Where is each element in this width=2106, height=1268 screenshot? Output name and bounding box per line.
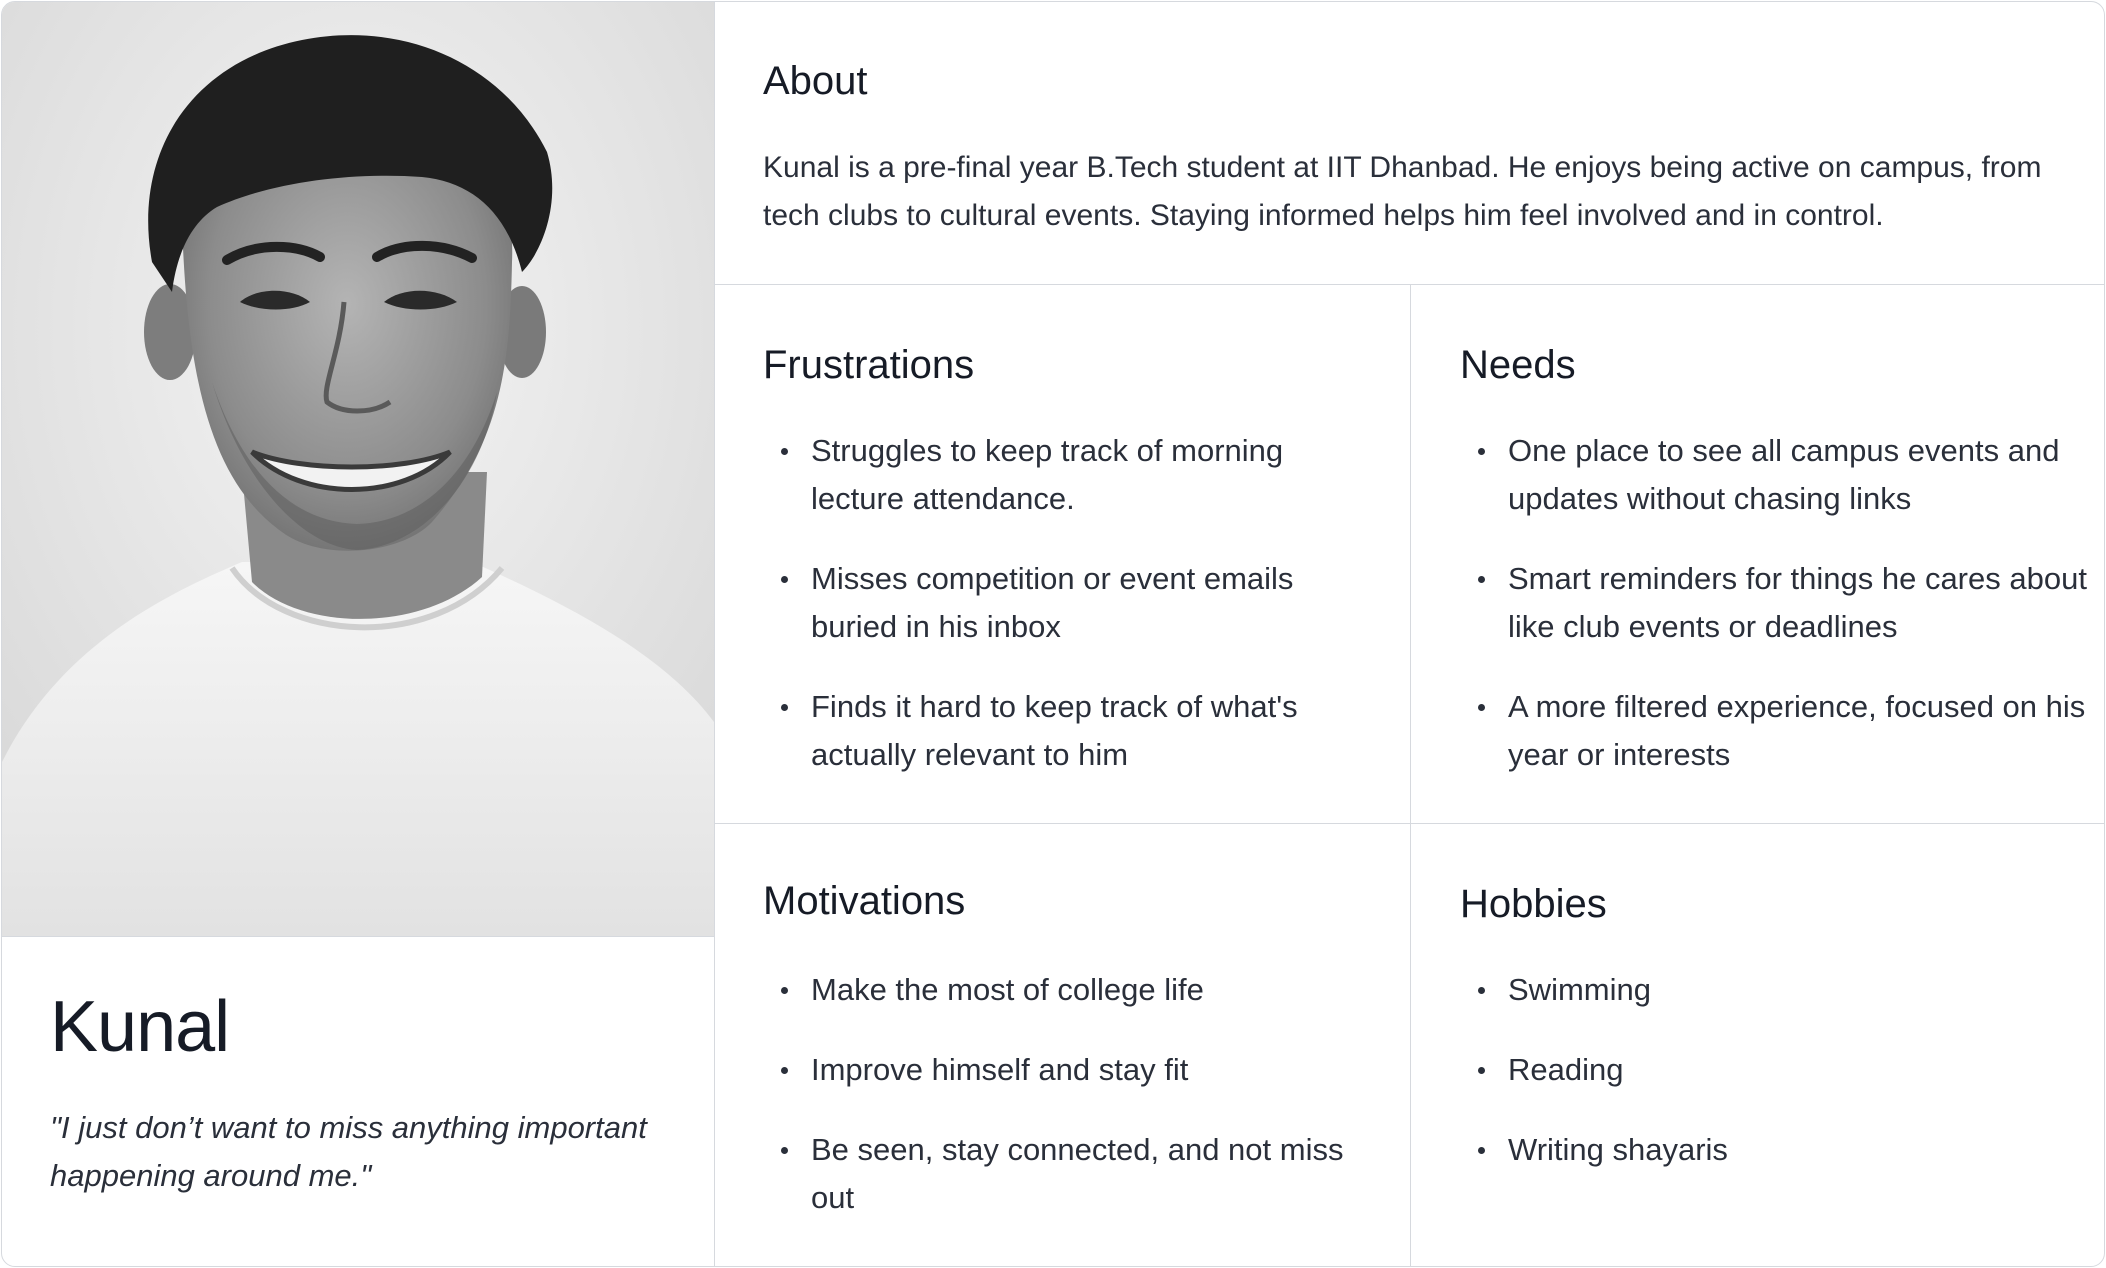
- persona-name: Kunal: [50, 987, 230, 1067]
- needs-heading: Needs: [1460, 343, 1576, 387]
- list-item: Struggles to keep track of morning lecture attendance.: [763, 427, 1383, 523]
- list-item: Reading: [1460, 1046, 2080, 1094]
- frustrations-section: [714, 285, 1411, 824]
- motivations-section: [714, 824, 1411, 1266]
- list-item: Improve himself and stay fit: [763, 1046, 1383, 1094]
- about-text: Kunal is a pre-final year B.Tech student at IIT Dhanbad. He enjoys being active on campus, from tech clubs to cultural events. Staying informed helps him feel involved and in control.: [763, 151, 2042, 232]
- about-heading: About: [763, 59, 868, 103]
- needs-section: [1411, 285, 2104, 824]
- persona-quote: "I just don’t want to miss anything important happening around me.": [50, 1110, 647, 1193]
- hobbies-section: [1411, 824, 2104, 1266]
- needs-list: [1460, 427, 2100, 811]
- persona-photo: [2, 2, 714, 937]
- list-item: A more filtered experience, focused on his year or interests: [1460, 683, 2100, 779]
- portrait-image: [2, 2, 714, 936]
- motivations-heading: Motivations: [763, 879, 966, 923]
- persona-card: [1, 1, 2105, 1267]
- motivations-list: [763, 966, 1383, 1254]
- list-item: One place to see all campus events and updates without chasing links: [1460, 427, 2100, 523]
- frustrations-list: [763, 427, 1383, 811]
- list-item: Smart reminders for things he cares about like club events or deadlines: [1460, 555, 2100, 651]
- frustrations-heading: Frustrations: [763, 343, 975, 387]
- persona-profile: [2, 2, 715, 1266]
- list-item: Misses competition or event emails buried in his inbox: [763, 555, 1383, 651]
- list-item: Make the most of college life: [763, 966, 1383, 1014]
- list-item: Swimming: [1460, 966, 2080, 1014]
- list-item: Writing shayaris: [1460, 1126, 2080, 1174]
- list-item: Be seen, stay connected, and not miss out: [763, 1126, 1383, 1222]
- about-section: [714, 2, 2104, 285]
- hobbies-list: [1460, 966, 2080, 1206]
- list-item: Finds it hard to keep track of what's actually relevant to him: [763, 683, 1383, 779]
- hobbies-heading: Hobbies: [1460, 882, 1607, 926]
